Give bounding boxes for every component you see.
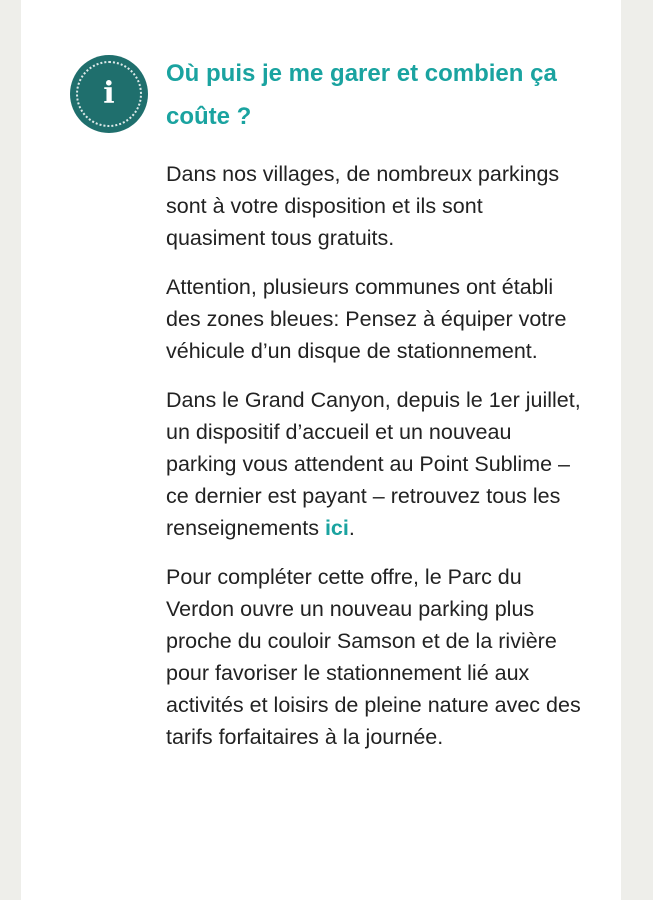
faq-paragraph-3-text: Dans le Grand Canyon, depuis le 1er juillet, un dispositif d’accueil et un nouveau parking vous attendent au Point Sublime – ce dernier est payant – retrouvez tous les renseignements bbox=[166, 388, 581, 540]
faq-paragraph-3 bbox=[166, 384, 586, 544]
faq-title: Où puis je me garer et combien ça coûte ? bbox=[166, 60, 557, 130]
faq-card bbox=[21, 0, 621, 900]
faq-paragraph-3-end: . bbox=[348, 516, 355, 540]
faq-paragraph-4: Pour compléter cette offre, le Parc du Verdon ouvre un nouveau parking plus proche du couloir Samson et de la rivière pour favoriser le stationnement lié aux activités et loisirs de pleine nature avec des tarifs forfaitaires à la journée. bbox=[166, 565, 581, 749]
faq-paragraph-2: Attention, plusieurs communes ont établi des zones bleues: Pensez à équiper votre véhicule d’un disque de stationnement. bbox=[166, 275, 567, 363]
info-icon-glyph: i bbox=[103, 76, 115, 111]
info-icon bbox=[70, 55, 148, 133]
faq-paragraph-1: Dans nos villages, de nombreux parkings sont à votre disposition et ils sont quasiment tous gratuits. bbox=[166, 162, 560, 250]
faq-content bbox=[166, 52, 586, 770]
ici-link[interactable]: ici bbox=[324, 516, 349, 540]
